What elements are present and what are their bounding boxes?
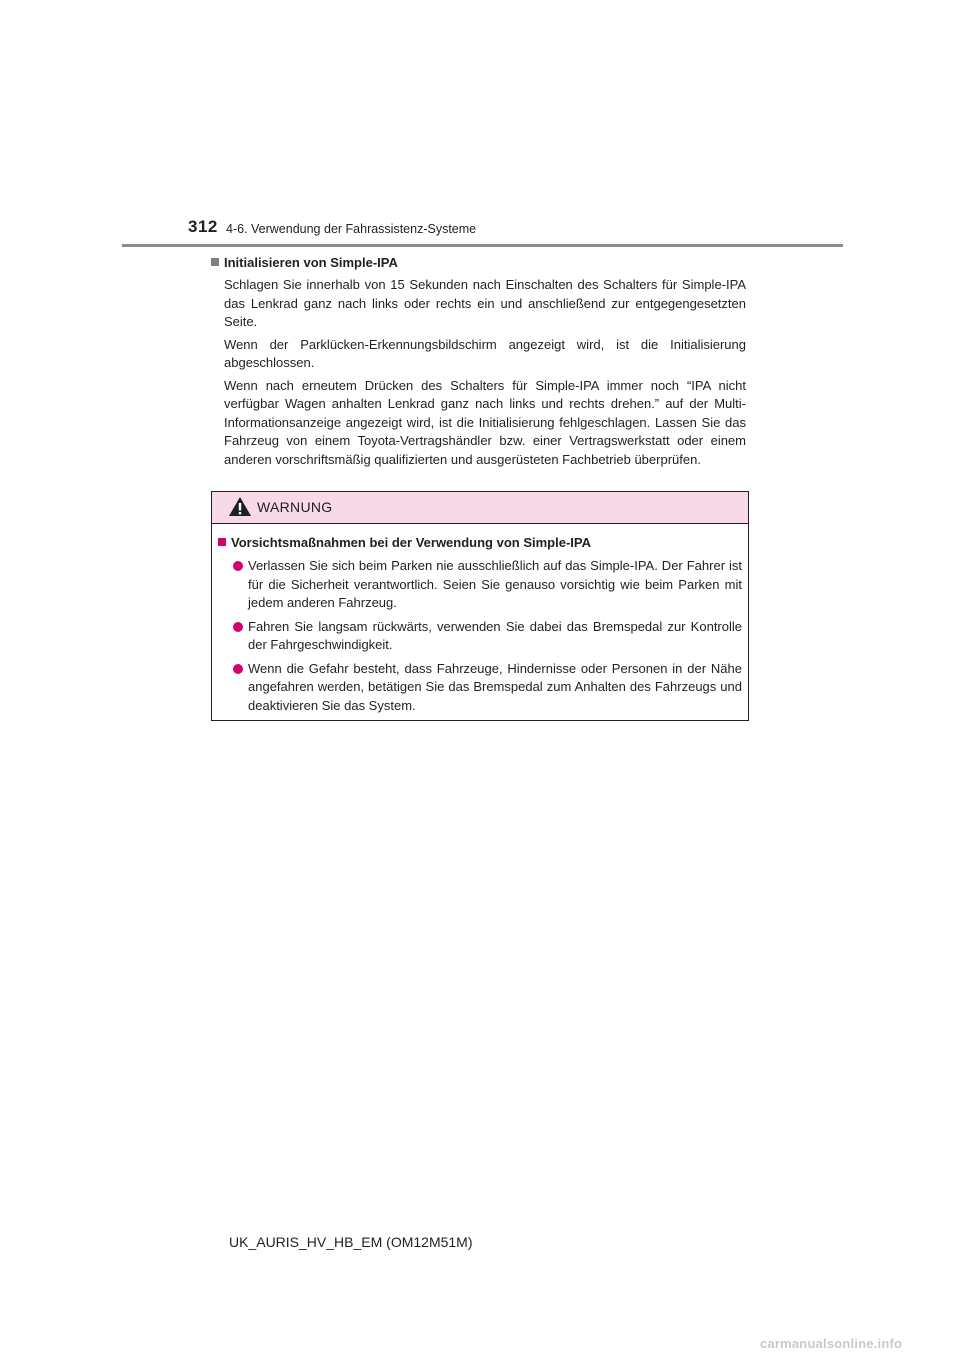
watermark: carmanualsonline.info bbox=[760, 1336, 903, 1351]
round-bullet-icon bbox=[233, 664, 243, 674]
section-title: 4-6. Verwendung der Fahrassistenz-Systeme bbox=[226, 222, 477, 236]
main-content bbox=[211, 254, 746, 469]
warning-header bbox=[212, 492, 748, 524]
header-divider bbox=[122, 244, 843, 247]
square-bullet-icon bbox=[211, 258, 219, 266]
warning-heading-text: Vorsichtsmaßnahmen bei der Verwendung von Simple-IPA bbox=[231, 535, 591, 550]
section-heading-text: Initialisieren von Simple-IPA bbox=[224, 255, 398, 270]
square-bullet-icon bbox=[218, 538, 226, 546]
warning-title: WARNUNG bbox=[257, 499, 333, 515]
paragraph: Wenn nach erneutem Drücken des Schalters für Simple-IPA immer noch “IPA nicht verfügbar Wagen anhalten Lenkrad ganz nach links und rechts drehen.” auf der Multi-Informationsanzeige angezeigt wird, ist die Initialisierung fehlgeschlagen. Lassen Sie das Fahrzeug von einem Toyota-Vertragshändler bzw. einer Vertragswerkstatt oder einem anderen vorschriftsmäßig qualifizierten und ausgerüsteten Fachbetrieb überprüfen. bbox=[224, 377, 746, 467]
section-heading bbox=[211, 254, 746, 272]
warning-item-text: Fahren Sie langsam rückwärts, verwenden Sie dabei das Bremspedal zur Kontrolle der Fahrgeschwindigkeit. bbox=[248, 618, 742, 652]
round-bullet-icon bbox=[233, 622, 243, 632]
warning-item bbox=[248, 557, 742, 613]
warning-body bbox=[212, 524, 748, 715]
manual-code: UK_AURIS_HV_HB_EM (OM12M51M) bbox=[229, 1234, 473, 1250]
warning-triangle-icon bbox=[228, 496, 252, 517]
warning-item-text: Wenn die Gefahr besteht, dass Fahrzeuge, Hindernisse oder Personen in der Nähe angefahren werden, betätigen Sie das Bremspedal zum Anhalten des Fahrzeugs und deaktivieren Sie das System. bbox=[248, 660, 742, 713]
page-header bbox=[122, 217, 842, 247]
warning-box bbox=[211, 491, 749, 721]
warning-item-text: Verlassen Sie sich beim Parken nie ausschließlich auf das Simple-IPA. Der Fahrer ist für die Sicherheit verantwortlich. Seien Sie genauso vorsichtig wie beim Parken mit jedem anderen Fahrzeug. bbox=[248, 558, 742, 610]
paragraph: Schlagen Sie innerhalb von 15 Sekunden nach Einschalten des Schalters für Simple-IPA das Lenkrad ganz nach links oder rechts ein und anschließend zur entgegengesetzten Seite. bbox=[224, 277, 746, 329]
warning-heading bbox=[218, 534, 742, 552]
round-bullet-icon bbox=[233, 561, 243, 571]
paragraph: Wenn der Parklücken-Erkennungsbildschirm angezeigt wird, ist die Initialisierung abgeschlossen. bbox=[224, 336, 746, 370]
warning-item bbox=[248, 660, 742, 716]
page-number: 312 bbox=[188, 217, 218, 236]
warning-item bbox=[248, 618, 742, 655]
